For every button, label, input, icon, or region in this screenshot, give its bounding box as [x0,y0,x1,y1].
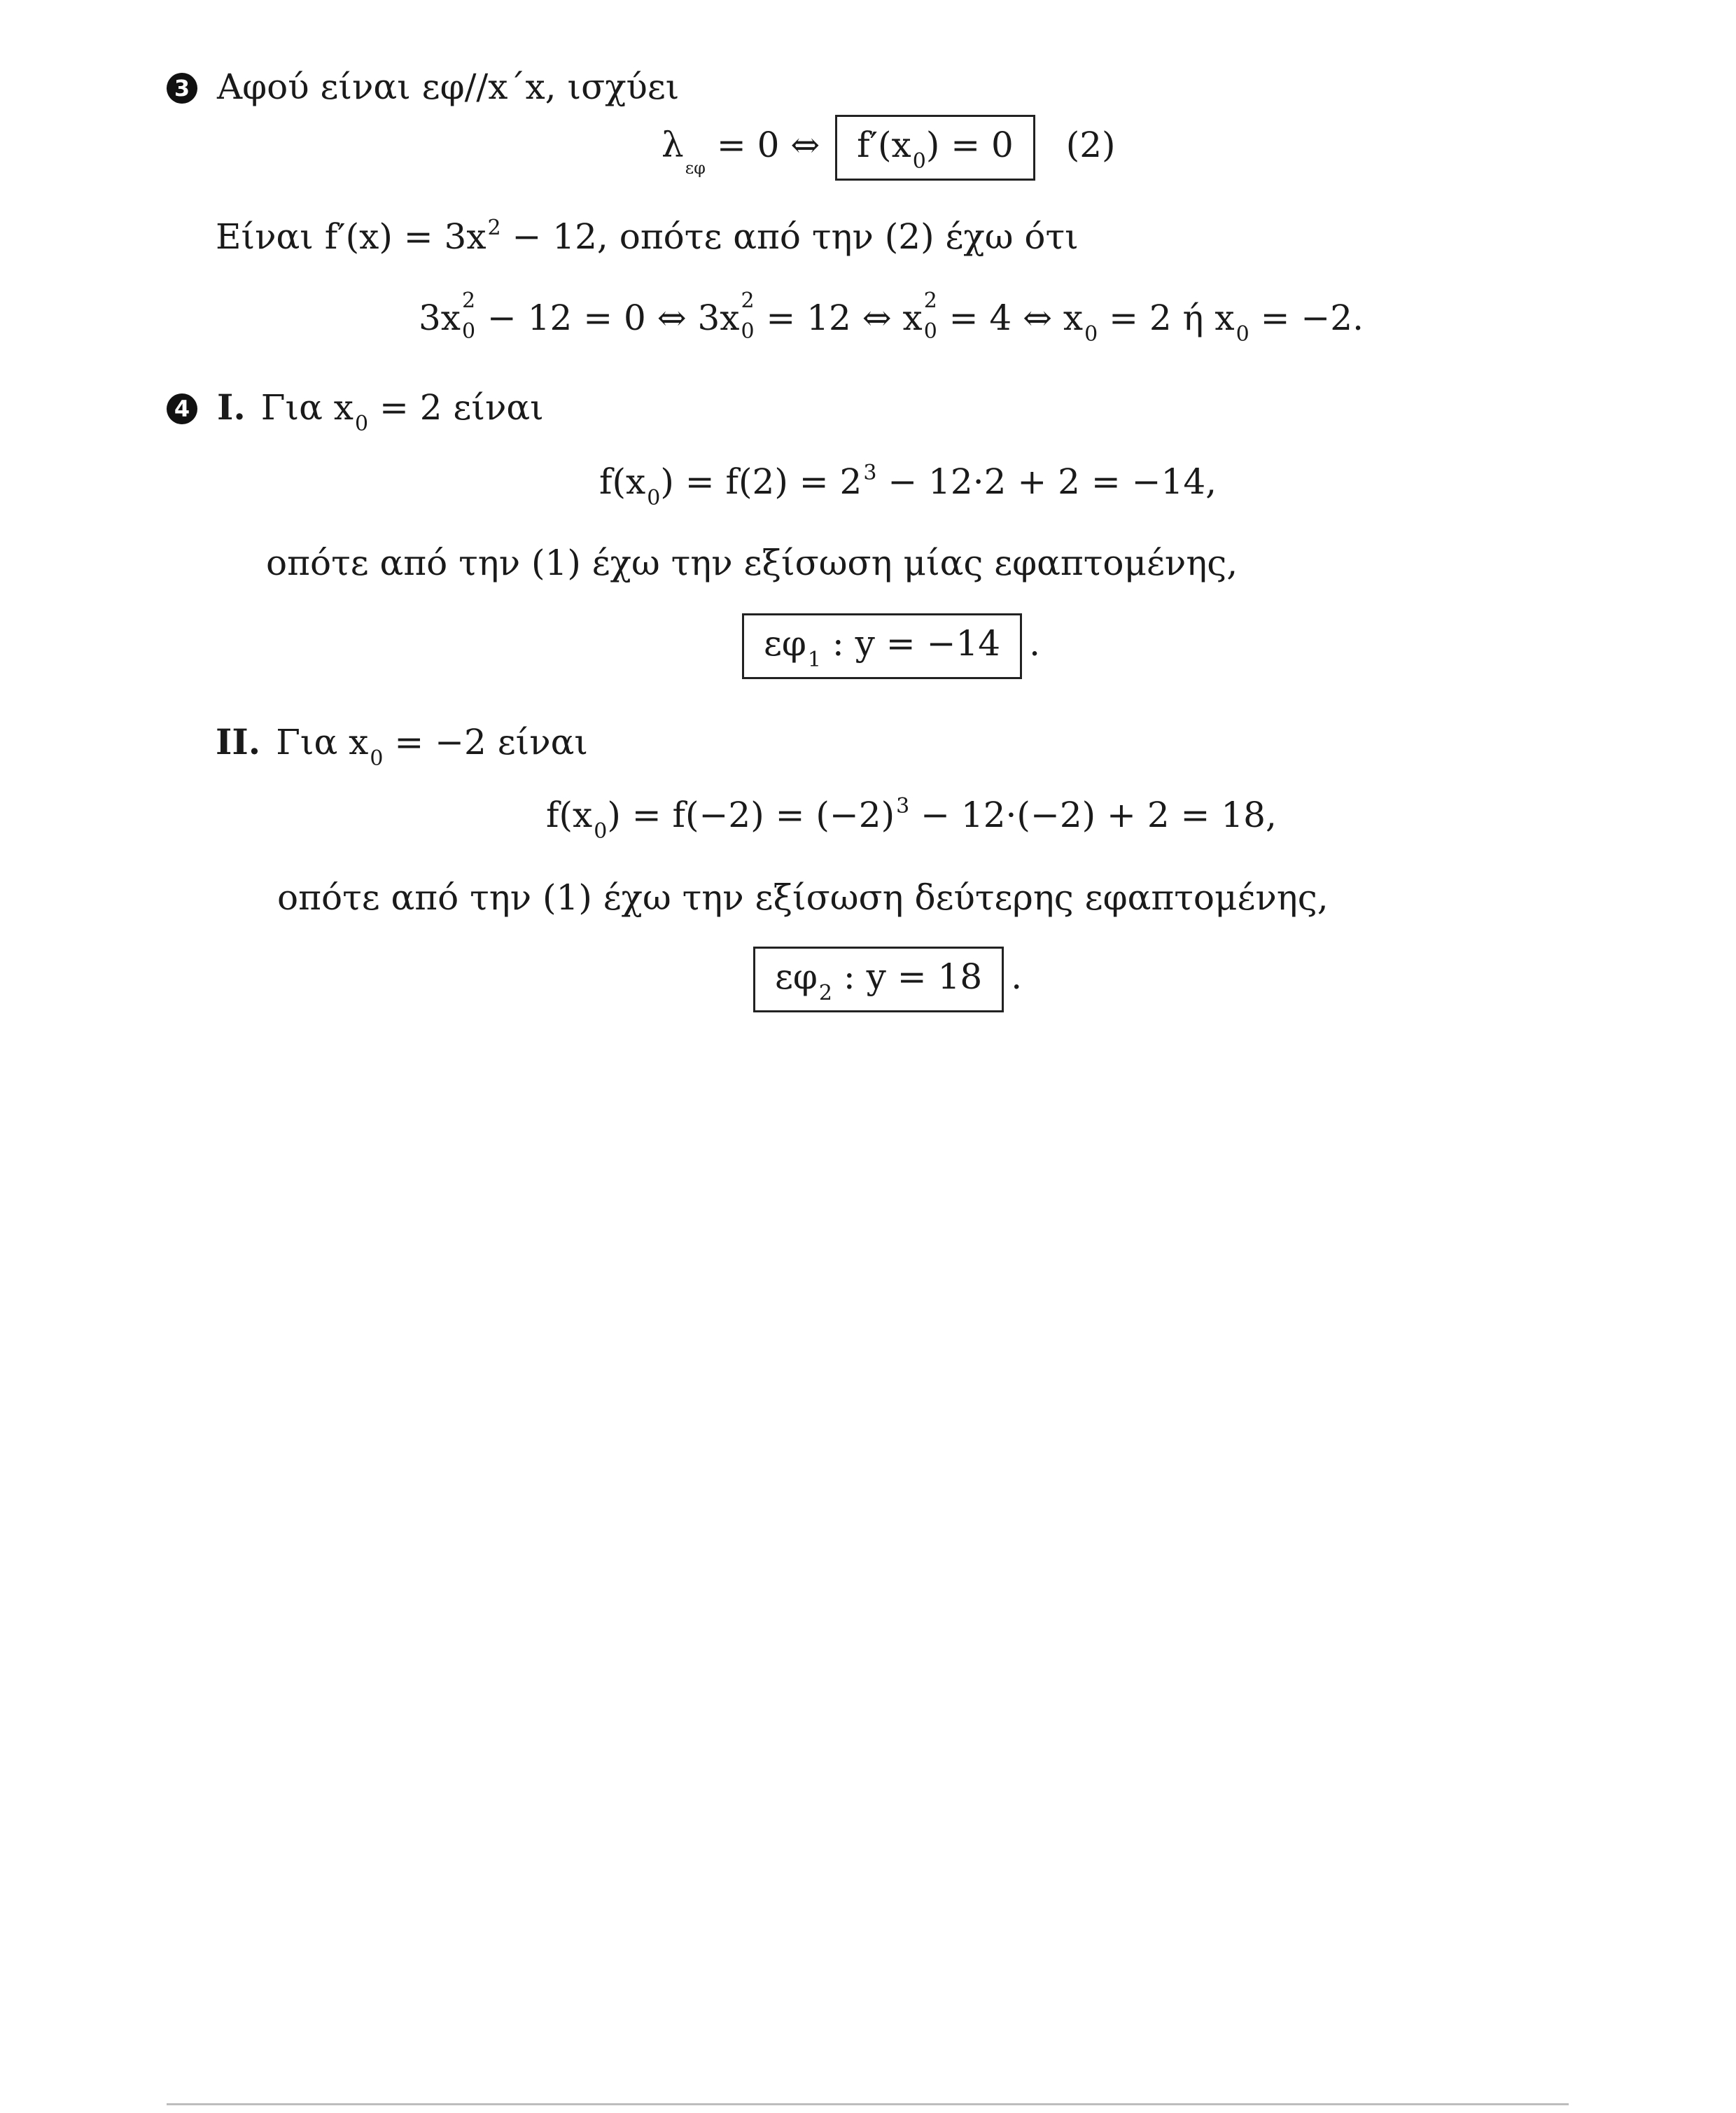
item4-marker: 4 [167,393,197,424]
item3-lambda-equation [662,115,1116,181]
item3-intro-line [167,64,679,109]
part2-text: οπότε από την (1) έχω την εξίσωση δεύτερης εφαπτομένης, [277,877,1329,918]
part2-label: II. [216,721,261,762]
item3-intro-text: Αφού είναι εφ//x΄x, ισχύει [217,67,680,107]
part2-calculation: $f(x_0) = f(-2) = (-2)^3 - 12\cdot(-2) + 2 = 18$, [546,794,1277,844]
footer-divider [167,2103,1569,2105]
part1-text: οπότε από την (1) έχω την εξίσωση μίας εφαπτομένης, [266,543,1238,583]
tangent2-box: $\varepsilon\varphi_2$ : y = 18 [753,947,1004,1012]
lambda-eq-rest: = 0 ⇔ [705,125,820,165]
derivative-zero-box: $f'(x_0) = 0$ [835,115,1035,181]
solve-equation: 3x 2 0 − 12 = 0 ⇔ 3x 2 0 = 12 ⇔ x 2 0 = 4 ⇔ $x_0 = 2$ ή $x_0 = -2$. [419,288,1364,347]
lambda-symbol: λ [662,125,684,165]
part1-label: I. [217,386,246,428]
tangent1-box: $\varepsilon\varphi_1$ : y = −14 [742,613,1022,679]
derivative-statement: Είναι $f'(x) = 3x^2 - 12$, οπότε από την (2) έχω ότι [216,216,1079,257]
item4-part1-condition: 4 I. Για $x_0 = 2$ είναι [167,385,544,430]
item4-part2-condition: II. Για $x_0 = -2$ είναι [216,721,588,771]
lambda-subscript: εφ [685,158,706,178]
tangent1-equation: $\varepsilon\varphi_1$ : y = −14 . [742,613,1040,679]
equation-tag-2: (2) [1065,125,1116,165]
item3-marker: 3 [167,73,197,104]
part1-calculation: $f(x_0) = f(2) = 2^3 - 12\cdot 2 + 2 = -14$, [599,461,1217,510]
tangent2-equation: $\varepsilon\varphi_2$ : y = 18 . [753,947,1022,1012]
